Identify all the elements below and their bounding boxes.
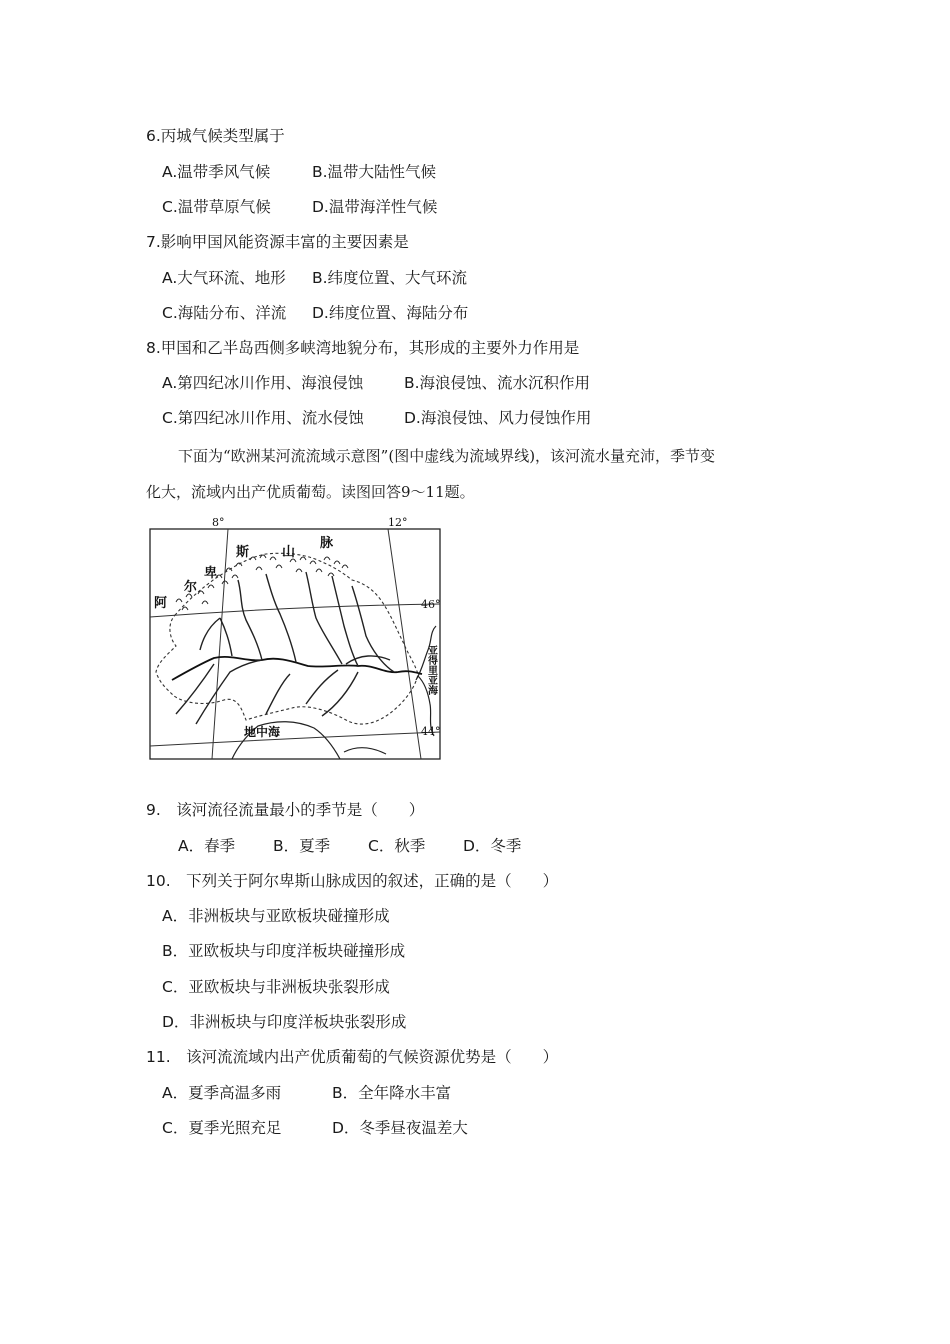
mountain-char-6: 脉 [320, 536, 334, 551]
adriatic-char-1: 亚 [428, 646, 438, 657]
map-frame [150, 529, 440, 759]
mountain-char-5: 山 [282, 545, 296, 560]
q7-stem: 7.影响甲国风能资源丰富的主要因素是 [146, 233, 409, 251]
mountain-char-3: 卑 [204, 566, 218, 581]
q6-stem: 6.丙城气候类型属于 [146, 127, 285, 145]
q7-option-a: A.大气环流、地形 [162, 269, 286, 287]
q8-option-d: D.海浪侵蚀、风力侵蚀作用 [404, 409, 592, 427]
lat-label-top: 46° [421, 598, 441, 611]
intro-line-2: 化大，流域内出产优质葡萄。读图回答9～11题。 [146, 483, 475, 501]
parallel-46 [150, 604, 440, 617]
adriatic-char-3: 里 [428, 666, 438, 677]
q10-option-a: A．非洲板块与亚欧板块碰撞形成 [162, 907, 390, 925]
main-river [172, 657, 422, 680]
q6-option-a: A.温带季风气候 [162, 163, 271, 181]
mountain-symbols [176, 555, 348, 610]
q8-option-b: B.海浪侵蚀、流水沉积作用 [404, 374, 591, 392]
q9-option-d: D．冬季 [463, 837, 522, 855]
tributaries [176, 572, 394, 724]
q6-option-d: D.温带海洋性气候 [312, 198, 438, 216]
basin-boundary [156, 553, 418, 724]
mountain-char-2: 尔 [184, 580, 198, 595]
q8-stem: 8.甲国和乙半岛西侧多峡湾地貌分布，其形成的主要外力作用是 [146, 339, 580, 357]
q10-stem: 10. 下列关于阿尔卑斯山脉成因的叙述，正确的是（ ） [146, 872, 559, 890]
q10-option-b: B．亚欧板块与印度洋板块碰撞形成 [162, 942, 406, 960]
q10-option-c: C．亚欧板块与非洲板块张裂形成 [162, 978, 390, 996]
adriatic-char-5: 海 [428, 686, 438, 697]
adriatic-char-4: 亚 [428, 676, 438, 687]
q11-option-a: A．夏季高温多雨 [162, 1084, 282, 1102]
q9-option-a: A．春季 [178, 837, 236, 855]
q6-option-c: C.温带草原气候 [162, 198, 271, 216]
q11-option-d: D．冬季昼夜温差大 [332, 1119, 468, 1137]
mediterranean-label: 地中海 [244, 725, 281, 739]
parallel-44 [150, 732, 440, 746]
lon-label-left: 8° [212, 516, 225, 529]
q6-option-b: B.温带大陆性气候 [312, 163, 437, 181]
q10-option-d: D．非洲板块与印度洋板块张裂形成 [162, 1013, 407, 1031]
mountain-char-1: 阿 [154, 596, 168, 611]
q9-stem: 9. 该河流径流量最小的季节是（ ） [146, 801, 425, 819]
q11-option-b: B．全年降水丰富 [332, 1084, 452, 1102]
q7-option-d: D.纬度位置、海陆分布 [312, 304, 469, 322]
adriatic-char-2: 得 [428, 656, 438, 667]
q11-stem: 11. 该河流流域内出产优质葡萄的气候资源优势是（ ） [146, 1048, 559, 1066]
q11-option-c: C．夏季光照充足 [162, 1119, 282, 1137]
q7-option-b: B.纬度位置、大气环流 [312, 269, 468, 287]
mountain-char-4: 斯 [236, 545, 250, 560]
q9-option-b: B．夏季 [273, 837, 331, 855]
river-basin-map [146, 514, 446, 764]
lat-label-bottom: 44° [421, 725, 441, 738]
q8-option-a: A.第四纪冰川作用、海浪侵蚀 [162, 374, 364, 392]
meridian-8 [212, 529, 228, 759]
q9-option-c: C．秋季 [368, 837, 426, 855]
meridian-12 [388, 529, 421, 759]
intro-line-1: 下面为“欧洲某河流流域示意图”(图中虚线为流域界线)，该河流水量充沛，季节变 [178, 447, 716, 465]
q7-option-c: C.海陆分布、洋流 [162, 304, 287, 322]
q8-option-c: C.第四纪冰川作用、流水侵蚀 [162, 409, 364, 427]
lon-label-right: 12° [388, 516, 408, 529]
